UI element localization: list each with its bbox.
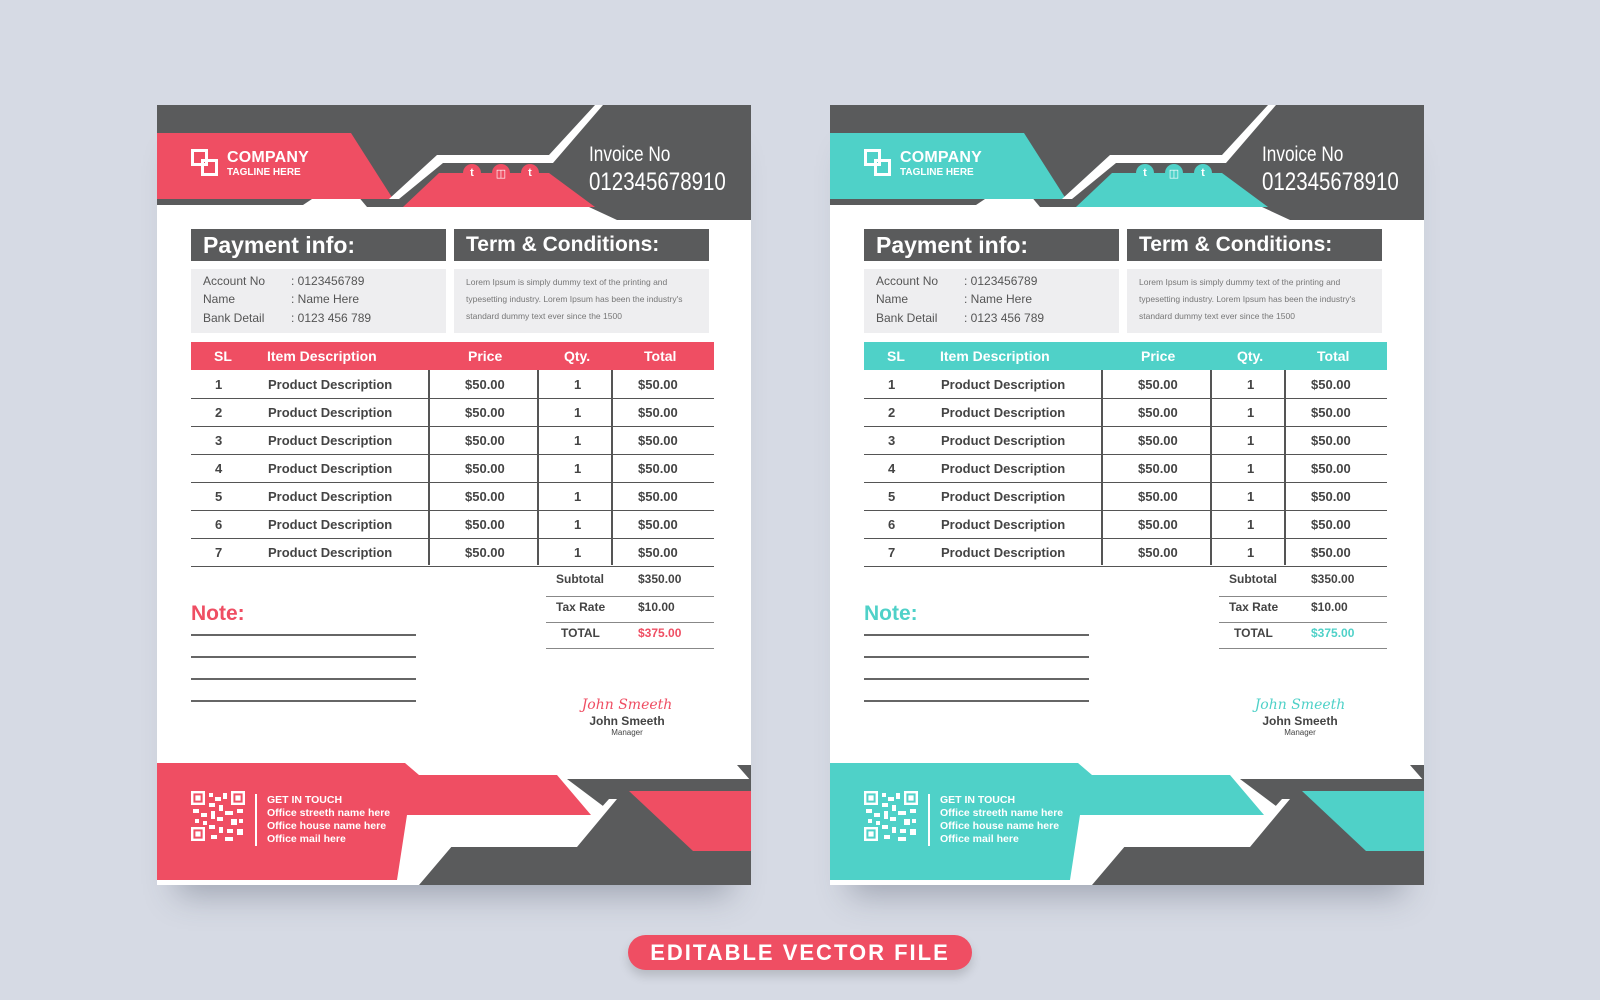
subtotal-row: Subtotal $350.00 <box>1219 572 1387 597</box>
cell-total: $50.00 <box>638 433 678 448</box>
cell-price: $50.00 <box>465 517 505 532</box>
cell-total: $50.00 <box>638 405 678 420</box>
cell-sl: 5 <box>215 489 223 504</box>
cell-price: $50.00 <box>465 489 505 504</box>
cell-price: $50.00 <box>1138 545 1178 560</box>
payment-info-box <box>864 269 1119 333</box>
contact-mail: Office mail here <box>940 833 1019 845</box>
cell-qty: 1 <box>1247 377 1255 392</box>
signer-name: John Smeeth <box>589 714 665 728</box>
cell-qty: 1 <box>574 433 582 448</box>
company-logo <box>864 149 982 179</box>
qr-code-icon <box>191 791 245 841</box>
payment-info-title: Payment info: <box>191 229 446 261</box>
contact-street: Office streeth name here <box>267 807 391 819</box>
cell-sl: 6 <box>215 517 223 532</box>
company-tagline: TAGLINE HERE <box>227 167 301 178</box>
terms-title: Term & Conditions: <box>1127 229 1382 261</box>
cell-sl: 1 <box>215 377 223 392</box>
cell-qty: 1 <box>1247 433 1255 448</box>
cell-total: $50.00 <box>1311 545 1351 560</box>
social-icons <box>463 164 539 182</box>
cell-sl: 6 <box>888 517 896 532</box>
logo-squares-icon <box>191 149 221 179</box>
col-sl: SL <box>214 348 232 364</box>
name-row: Name : Name Here <box>876 292 1033 306</box>
cell-description: Product Description <box>268 461 393 476</box>
cell-price: $50.00 <box>1138 377 1178 392</box>
cell-description: Product Description <box>268 433 393 448</box>
cell-total: $50.00 <box>638 377 678 392</box>
cell-description: Product Description <box>941 489 1066 504</box>
cell-price: $50.00 <box>1138 517 1178 532</box>
cell-price: $50.00 <box>1138 461 1178 476</box>
invoice-number-block <box>1262 143 1424 197</box>
items-table-header <box>191 342 714 370</box>
subtotal-row: Subtotal $350.00 <box>546 572 714 597</box>
cell-sl: 4 <box>215 461 223 476</box>
cell-total: $50.00 <box>1311 405 1351 420</box>
tumblr-icon[interactable]: t <box>521 164 539 182</box>
invoice-page <box>830 105 1424 885</box>
invoice-number-block <box>589 143 751 197</box>
cell-description: Product Description <box>941 545 1066 560</box>
cell-qty: 1 <box>574 545 582 560</box>
cell-total: $50.00 <box>638 461 678 476</box>
payment-info-title: Payment info: <box>864 229 1119 261</box>
cell-description: Product Description <box>941 377 1066 392</box>
table-row <box>864 454 1387 483</box>
cell-description: Product Description <box>268 377 393 392</box>
cell-total: $50.00 <box>1311 489 1351 504</box>
cell-sl: 5 <box>888 489 896 504</box>
cell-price: $50.00 <box>465 433 505 448</box>
cell-total: $50.00 <box>1311 461 1351 476</box>
col-total: Total <box>1317 348 1350 364</box>
note-label: Note: <box>864 602 918 625</box>
cell-price: $50.00 <box>465 545 505 560</box>
col-item-description: Item Description <box>267 348 377 364</box>
cell-qty: 1 <box>574 489 582 504</box>
terms-box <box>454 269 709 333</box>
cell-description: Product Description <box>941 461 1066 476</box>
qr-code-icon <box>864 791 918 841</box>
cell-sl: 4 <box>888 461 896 476</box>
cell-qty: 1 <box>1247 489 1255 504</box>
cell-qty: 1 <box>1247 461 1255 476</box>
twitter-icon[interactable]: t <box>1136 164 1154 182</box>
editable-vector-file-badge: EDITABLE VECTOR FILE <box>628 935 972 970</box>
cell-sl: 7 <box>888 545 896 560</box>
signer-title: Manager <box>611 728 643 737</box>
table-row <box>864 370 1387 399</box>
col-total: Total <box>644 348 677 364</box>
cell-price: $50.00 <box>465 377 505 392</box>
table-row <box>864 538 1387 567</box>
cell-qty: 1 <box>1247 405 1255 420</box>
social-icons <box>1136 164 1212 182</box>
col-qty: Qty. <box>1237 348 1264 364</box>
cell-description: Product Description <box>941 517 1066 532</box>
signature-block <box>577 697 677 737</box>
company-name: COMPANY <box>227 149 309 166</box>
note-label: Note: <box>191 602 245 625</box>
cell-description: Product Description <box>268 545 393 560</box>
invoice-page <box>157 105 751 885</box>
table-row <box>191 370 714 399</box>
cell-qty: 1 <box>574 377 582 392</box>
total-row: TOTAL $375.00 <box>546 626 714 649</box>
contact-street: Office streeth name here <box>940 807 1064 819</box>
col-sl: SL <box>887 348 905 364</box>
terms-text: Lorem Ipsum is simply dummy text of the printing and typesetting industry. Lorem Ipsum has been the industry's standard dummy text ever since the 1500 <box>1139 277 1356 321</box>
account-no-row: Account No : 0123456789 <box>876 274 1038 288</box>
cell-description: Product Description <box>941 405 1066 420</box>
signer-title: Manager <box>1284 728 1316 737</box>
instagram-icon[interactable]: ◫ <box>1165 164 1183 182</box>
contact-house: Office house name here <box>267 820 387 832</box>
cell-description: Product Description <box>268 517 393 532</box>
table-row <box>864 510 1387 539</box>
tax-rate-row: Tax Rate $10.00 <box>546 600 714 623</box>
col-price: Price <box>468 348 503 364</box>
cell-price: $50.00 <box>1138 405 1178 420</box>
cell-sl: 1 <box>888 377 896 392</box>
name-row: Name : Name Here <box>203 292 360 306</box>
cell-price: $50.00 <box>1138 489 1178 504</box>
cell-qty: 1 <box>574 461 582 476</box>
signature-block <box>1250 697 1350 737</box>
table-row <box>864 398 1387 427</box>
cell-description: Product Description <box>268 489 393 504</box>
cell-qty: 1 <box>1247 545 1255 560</box>
cell-price: $50.00 <box>465 405 505 420</box>
contact-house: Office house name here <box>940 820 1060 832</box>
terms-title: Term & Conditions: <box>454 229 709 261</box>
cell-description: Product Description <box>268 405 393 420</box>
cell-qty: 1 <box>574 517 582 532</box>
invoice-number: 012345678910 <box>1262 168 1399 196</box>
table-row <box>191 398 714 427</box>
cell-description: Product Description <box>941 433 1066 448</box>
account-no-row: Account No : 0123456789 <box>203 274 365 288</box>
cell-sl: 2 <box>215 405 223 420</box>
table-row <box>191 482 714 511</box>
invoice-label: Invoice No <box>589 143 671 166</box>
terms-text: Lorem Ipsum is simply dummy text of the printing and typesetting industry. Lorem Ipsum has been the industry's standard dummy text ever since the 1500 <box>466 277 683 321</box>
cell-sl: 2 <box>888 405 896 420</box>
cell-qty: 1 <box>1247 517 1255 532</box>
twitter-icon[interactable]: t <box>463 164 481 182</box>
invoice-label: Invoice No <box>1262 143 1344 166</box>
contact-heading: GET IN TOUCH <box>267 794 343 806</box>
signature: John Smeeth <box>1254 697 1346 713</box>
table-row <box>864 482 1387 511</box>
cell-total: $50.00 <box>638 517 678 532</box>
signature: John Smeeth <box>581 697 673 713</box>
contact-mail: Office mail here <box>267 833 346 845</box>
company-tagline: TAGLINE HERE <box>900 167 974 178</box>
table-row <box>191 426 714 455</box>
signer-name: John Smeeth <box>1262 714 1338 728</box>
bank-detail-row: Bank Detail : 0123 456 789 <box>876 311 1045 325</box>
table-row <box>191 538 714 567</box>
items-table-header <box>864 342 1387 370</box>
total-row: TOTAL $375.00 <box>1219 626 1387 649</box>
cell-price: $50.00 <box>1138 433 1178 448</box>
cell-total: $50.00 <box>1311 377 1351 392</box>
cell-total: $50.00 <box>1311 433 1351 448</box>
table-row <box>864 426 1387 455</box>
cell-sl: 7 <box>215 545 223 560</box>
contact-block <box>255 794 390 846</box>
cell-qty: 1 <box>574 405 582 420</box>
cell-total: $50.00 <box>1311 517 1351 532</box>
cell-sl: 3 <box>215 433 223 448</box>
col-item-description: Item Description <box>940 348 1050 364</box>
invoice-number: 012345678910 <box>589 168 726 196</box>
cell-total: $50.00 <box>638 489 678 504</box>
company-name: COMPANY <box>900 149 982 166</box>
contact-heading: GET IN TOUCH <box>940 794 1016 806</box>
col-qty: Qty. <box>564 348 591 364</box>
terms-box <box>1127 269 1382 333</box>
cell-total: $50.00 <box>638 545 678 560</box>
payment-info-box <box>191 269 446 333</box>
company-logo <box>191 149 309 179</box>
tumblr-icon[interactable]: t <box>1194 164 1212 182</box>
contact-block <box>928 794 1063 846</box>
table-row <box>191 454 714 483</box>
table-row <box>191 510 714 539</box>
tax-rate-row: Tax Rate $10.00 <box>1219 600 1387 623</box>
instagram-icon[interactable]: ◫ <box>492 164 510 182</box>
col-price: Price <box>1141 348 1176 364</box>
logo-squares-icon <box>864 149 894 179</box>
bank-detail-row: Bank Detail : 0123 456 789 <box>203 311 372 325</box>
cell-sl: 3 <box>888 433 896 448</box>
cell-price: $50.00 <box>465 461 505 476</box>
